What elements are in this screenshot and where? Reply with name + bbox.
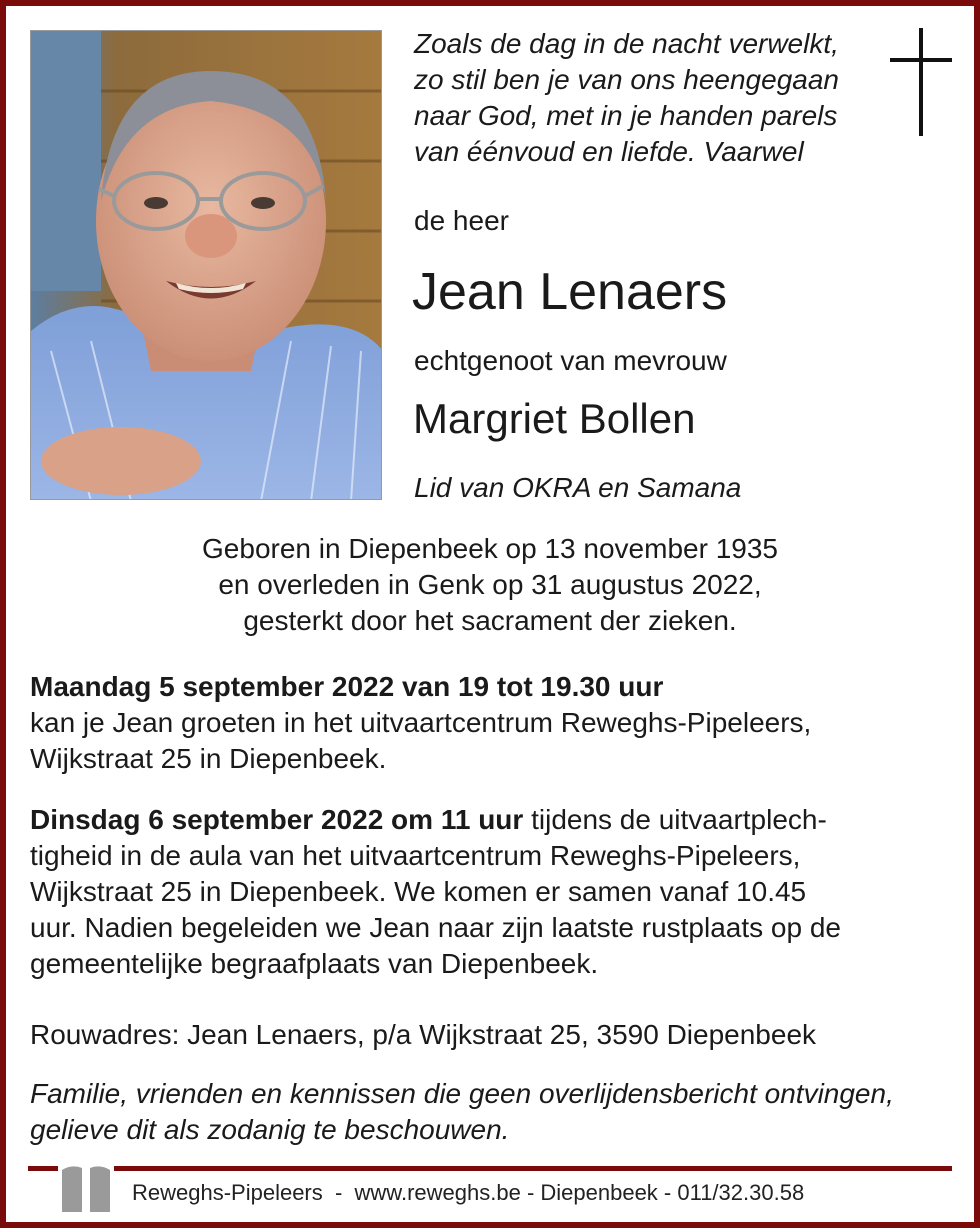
poem-line: Zoals de dag in de nacht verwelkt, [414,28,839,59]
funeral-line: Wijkstraat 25 in Diepenbeek. We komen er samen vanaf 10.45 [30,876,807,907]
poem-line: van éénvoud en liefde. Vaarwel [414,136,804,167]
spouse-label: echtgenoot van mevrouw [414,345,727,376]
birth-line: Geboren in Diepenbeek op 13 november 1935 [202,533,778,564]
footer-divider [28,1166,952,1171]
honorific: de heer [414,205,509,236]
visitation-block [30,669,950,777]
footer-contact: Reweghs-Pipeleers - www.reweghs.be - Diepenbeek - 011/32.30.58 [132,1180,805,1205]
membership: Lid van OKRA en Samana [414,472,742,503]
visitation-address: Wijkstraat 25 in Diepenbeek. [30,743,387,774]
notice-block [30,1076,950,1148]
cross-icon [890,28,952,136]
mourning-address: Rouwadres: Jean Lenaers, p/a Wijkstraat 25, 3590 Diepenbeek [30,1019,817,1050]
poem-line: naar God, met in je handen parels [414,100,838,131]
portrait-photo [30,30,382,500]
funeral-text: tijdens de uitvaartplech- [523,804,827,835]
notice-line: Familie, vrienden en kennissen die geen overlijdensbericht ontvingen, [30,1078,894,1109]
sacrament-line: gesterkt door het sacrament der zieken. [243,605,737,636]
poem [414,26,874,170]
funeral-line: gemeentelijke begraafplaats van Diepenbeek. [30,948,599,979]
death-line: en overleden in Genk op 31 augustus 2022, [218,569,762,600]
funeral-date: Dinsdag 6 september 2022 om 11 uur [30,804,524,835]
poem-line: zo stil ben je van ons heengegaan [414,64,839,95]
funeral-home-logo-icon [58,1160,114,1212]
funeral-line: uur. Nadien begeleiden we Jean naar zijn laatste rustplaats op de [30,912,841,943]
funeral-line: tigheid in de aula van het uitvaartcentrum Reweghs-Pipeleers, [30,840,801,871]
spouse-name: Margriet Bollen [413,395,696,442]
visitation-line: kan je Jean groeten in het uitvaartcentrum Reweghs-Pipeleers, [30,707,812,738]
deceased-name: Jean Lenaers [412,263,728,321]
portrait-illustration [31,31,382,500]
notice-line: gelieve dit als zodanig te beschouwen. [30,1114,510,1145]
funeral-block [30,802,950,982]
visitation-date: Maandag 5 september 2022 van 19 tot 19.30 uur [30,671,664,702]
birth-death-block [0,531,980,639]
